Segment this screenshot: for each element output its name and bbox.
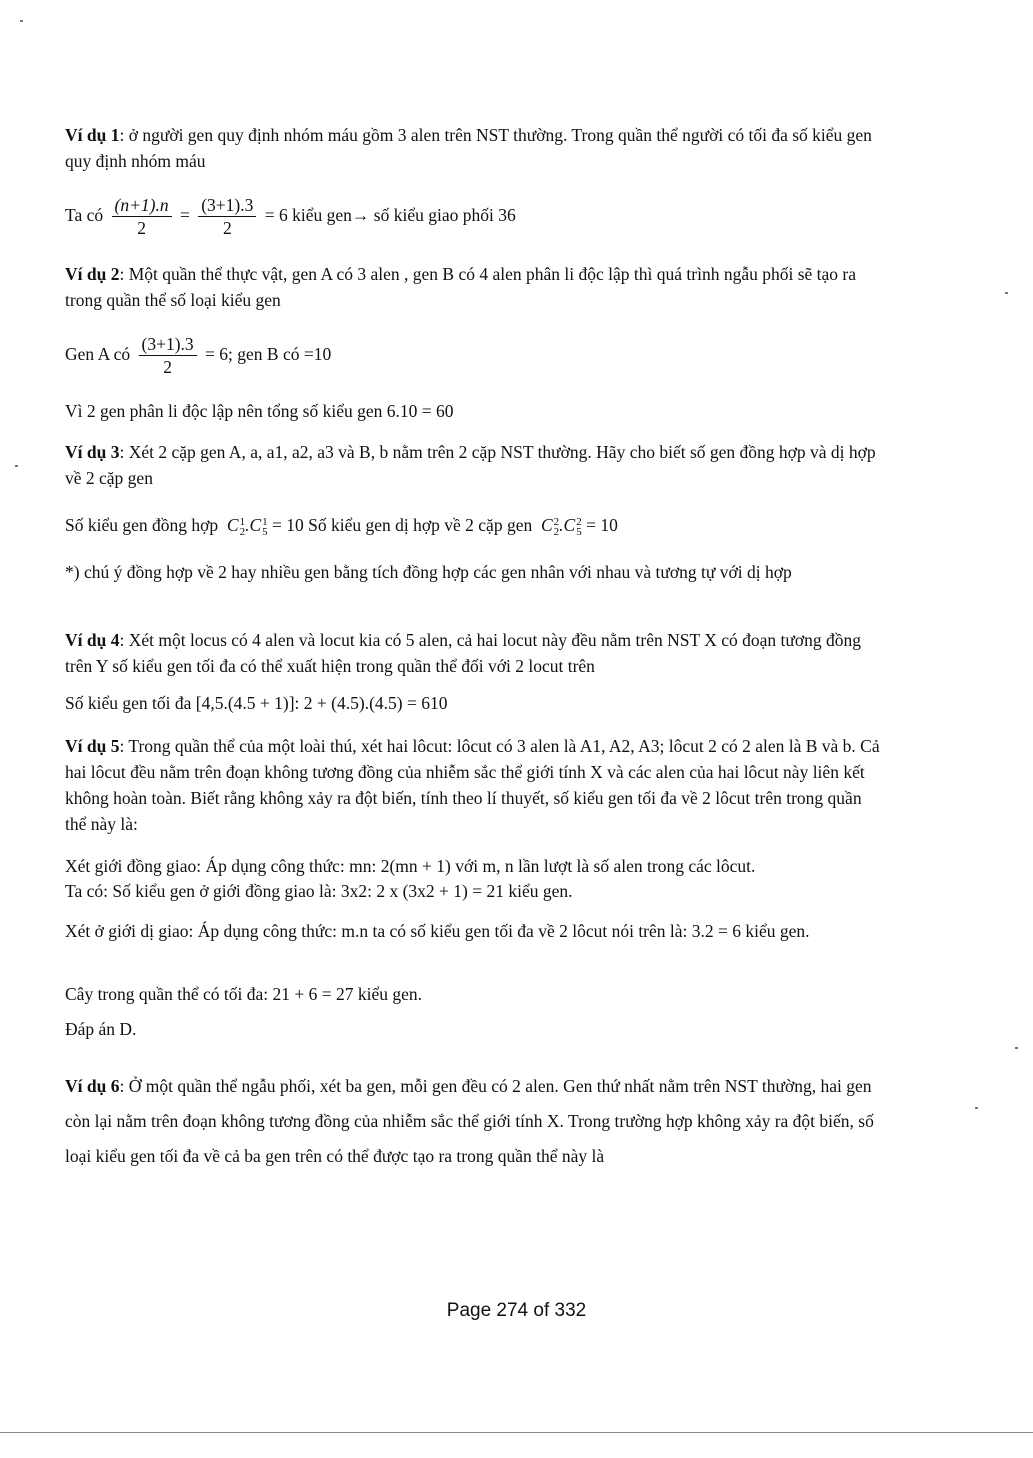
example-2-calculation bbox=[65, 332, 885, 378]
equals-sign: = bbox=[179, 205, 190, 225]
scan-speck bbox=[15, 465, 18, 467]
example-1-fraction-value bbox=[198, 194, 256, 239]
example-4-question bbox=[65, 627, 885, 679]
example-2-text: : Một quần thể thực vật, gen A có 3 alen , gen B có 4 alen phân li độc lập thì quá trình ngẫu phối sẽ tạo ra trong quần thể số loại kiểu gen bbox=[65, 264, 856, 310]
example-5-text: : Trong quần thể của một loài thú, xét hai lôcut: lôcut có 3 alen là A1, A2, A3; lôcut 2 có 2 alen là B và b. Cả hai lôcut đều nằm trên đoạn không tương đồng của nhiễm sắc thể giới tính X và các alen của hai lôcut này liên kết không hoàn toàn. Biết rằng không xảy ra đột biến, tính theo lí thuyết, số kiểu gen tối đa về 2 lôcut trên trong quần thể này là: bbox=[65, 736, 880, 834]
scan-speck bbox=[975, 1107, 978, 1109]
combination-formula-homozygous: C 1 2 .C 1 5 bbox=[222, 515, 268, 538]
scan-speck bbox=[20, 20, 23, 22]
example-1-calc-suffix: = 6 kiểu gen→ số kiểu giao phối 36 bbox=[264, 205, 516, 225]
example-5-answer: Đáp án D. bbox=[65, 1019, 137, 1039]
example-5-homogametic-result: Ta có: Số kiểu gen ở giới đồng giao là: 3x2: 2 x (3x2 + 1) = 21 kiểu gen. bbox=[65, 881, 573, 901]
example-5-question bbox=[65, 733, 885, 837]
example-3-question bbox=[65, 439, 885, 491]
example-3-calculation bbox=[65, 512, 885, 538]
example-1-text: : ở người gen quy định nhóm máu gồm 3 alen trên NST thường. Trong quần thể người có tối đa số kiểu gen quy định nhóm máu bbox=[65, 125, 872, 171]
example-5-homogametic-formula: Xét giới đồng giao: Áp dụng công thức: mn: 2(mn + 1) với m, n lần lượt là số alen trong các lôcut. bbox=[65, 856, 756, 876]
example-2-question bbox=[65, 261, 885, 313]
example-4-answer: Số kiểu gen tối đa [4,5.(4.5 + 1)]: 2 + (4.5).(4.5) = 610 bbox=[65, 693, 448, 713]
combination-formula-heterozygous: C 2 2 .C 2 5 bbox=[536, 515, 582, 538]
page-number: Page 274 of 332 bbox=[446, 1300, 587, 1321]
example-5-total: Cây trong quần thể có tối đa: 21 + 6 = 27 kiểu gen. bbox=[65, 984, 423, 1004]
example-4-text: : Xét một locus có 4 alen và locut kia có 5 alen, cả hai locut này đều nằm trên NST X có đoạn tương đồng trên Y số kiểu gen tối đa có thể xuất hiện trong quần thể đối với 2 locut trên bbox=[65, 630, 862, 676]
example-2-calc-suffix: = 6; gen B có =10 bbox=[205, 344, 332, 364]
example-6-question bbox=[65, 1069, 885, 1174]
fraction-numerator: (n+1).n bbox=[112, 194, 172, 217]
fraction-numerator: (3+1).3 bbox=[139, 333, 197, 356]
example-2-conclusion: Vì 2 gen phân li độc lập nên tổng số kiểu gen 6.10 = 60 bbox=[65, 401, 454, 421]
example-3-note: *) chú ý đồng hợp về 2 hay nhiều gen bằng tích đồng hợp các gen nhân với nhau và tương tự với dị hợp bbox=[65, 562, 792, 582]
example-5-heterogametic: Xét ở giới dị giao: Áp dụng công thức: m.n ta có số kiểu gen tối đa về 2 lôcut nói trên là: 3.2 = 6 kiểu gen. bbox=[65, 921, 810, 941]
scan-speck bbox=[1005, 292, 1008, 294]
fraction-denominator: 2 bbox=[163, 357, 172, 378]
fraction-denominator: 2 bbox=[137, 218, 146, 239]
example-6-label: Ví dụ 6 bbox=[65, 1076, 120, 1096]
example-1-calculation bbox=[65, 193, 885, 239]
example-5-label: Ví dụ 5 bbox=[65, 736, 120, 756]
example-3-homozygous-prefix: Số kiểu gen đồng hợp bbox=[65, 515, 219, 535]
example-3-homozygous-result: = 10 bbox=[272, 515, 304, 535]
example-1-label: Ví dụ 1 bbox=[65, 125, 120, 145]
example-1-question bbox=[65, 122, 885, 174]
scan-speck bbox=[1015, 1047, 1018, 1049]
example-2-calc-prefix: Gen A có bbox=[65, 344, 131, 364]
example-1-fraction-general bbox=[112, 194, 172, 239]
fraction-denominator: 2 bbox=[222, 218, 232, 239]
example-3-heterozygous-result: = 10 bbox=[586, 515, 618, 535]
example-2-label: Ví dụ 2 bbox=[65, 264, 120, 284]
fraction-numerator: (3+1).3 bbox=[198, 194, 256, 217]
example-3-label: Ví dụ 3 bbox=[65, 442, 120, 462]
example-2-fraction bbox=[139, 333, 197, 378]
example-6-text: : Ở một quần thể ngẫu phối, xét ba gen, mỗi gen đều có 2 alen. Gen thứ nhất nằm trên NST thường, hai gen còn lại nằm trên đoạn không tương đồng của nhiễm sắc thể giới tính X. Trong trường hợp không xảy ra đột biến, số loại kiểu gen tối đa về cả ba gen trên có thể được tạo ra trong quần thể này là bbox=[65, 1076, 874, 1166]
example-4-label: Ví dụ 4 bbox=[65, 630, 120, 650]
example-3-heterozygous-prefix: Số kiểu gen dị hợp về 2 cặp gen bbox=[308, 515, 533, 535]
scan-bottom-edge bbox=[0, 1432, 1033, 1434]
example-3-text: : Xét 2 cặp gen A, a, a1, a2, a3 và B, b nằm trên 2 cặp NST thường. Hãy cho biết số gen đồng hợp và dị hợp về 2 cặp gen bbox=[65, 442, 876, 488]
example-1-calc-prefix: Ta có bbox=[65, 205, 104, 225]
